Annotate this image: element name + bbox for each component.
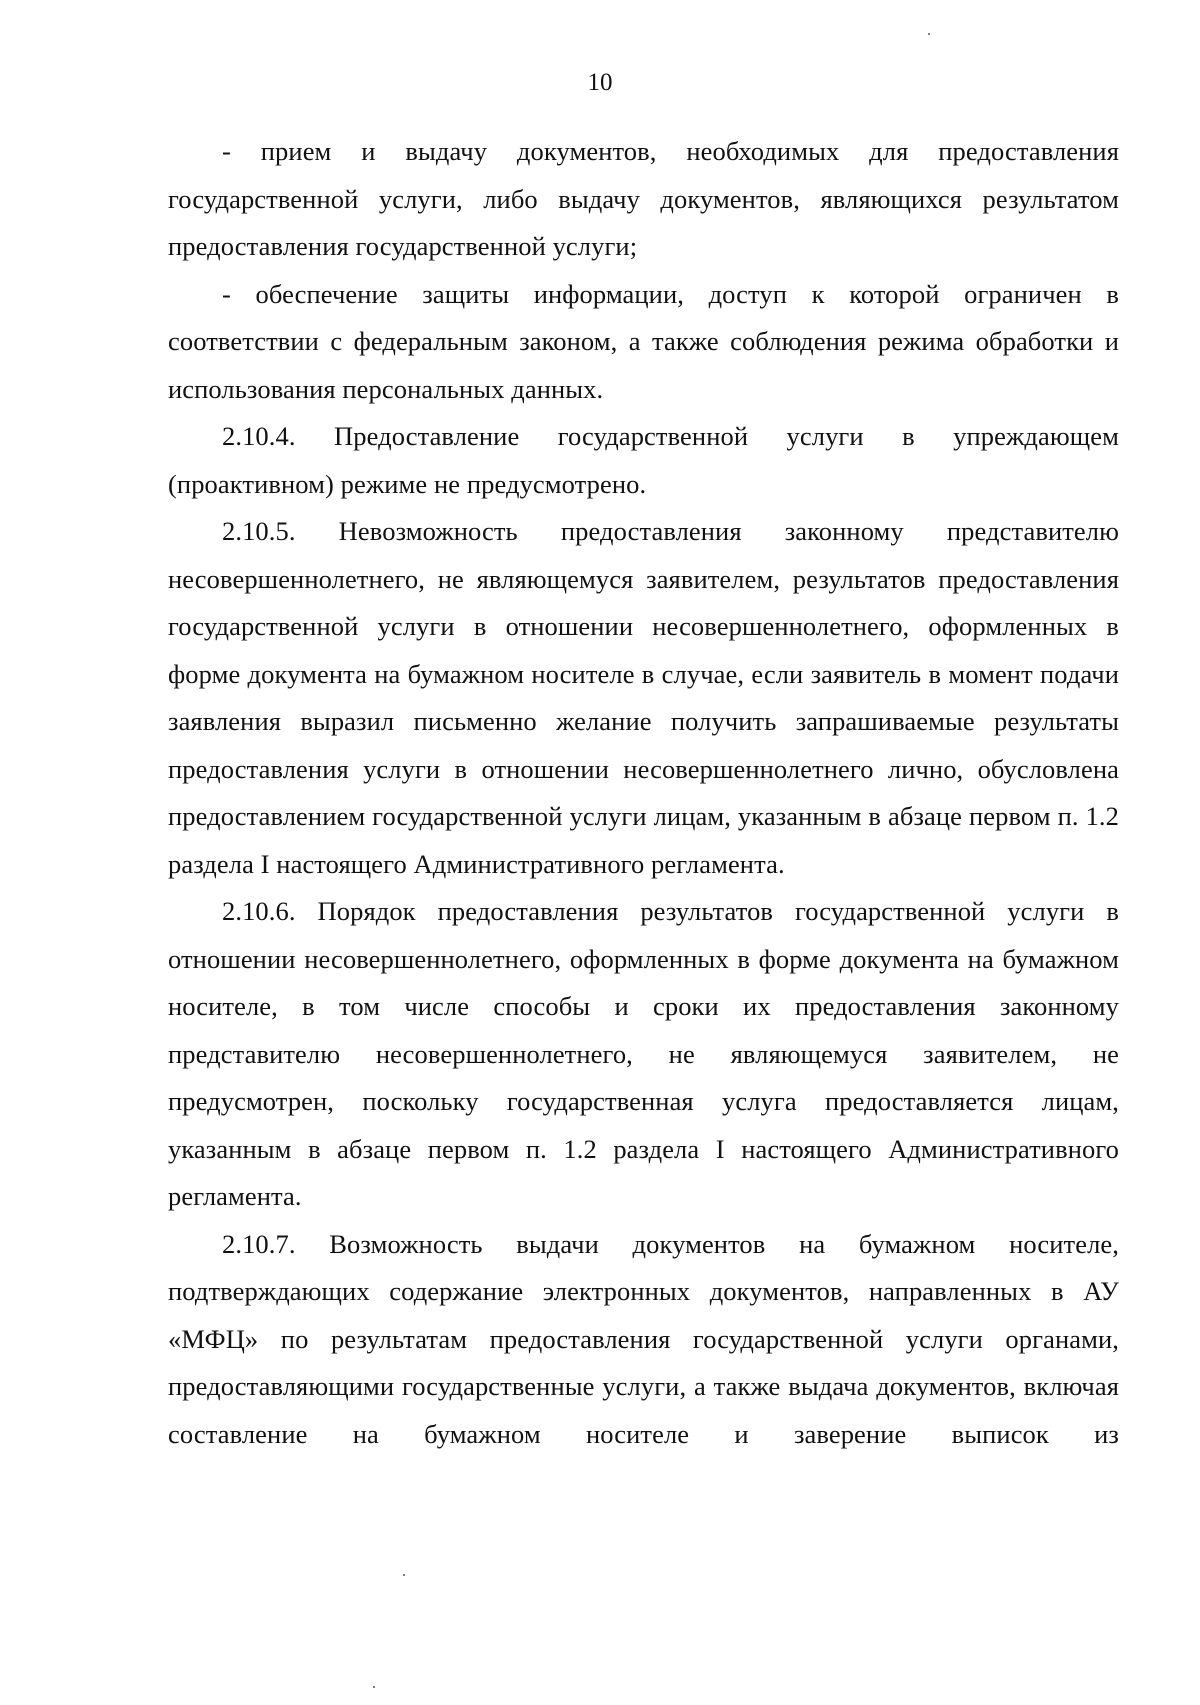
paragraph-2-10-4: 2.10.4. Предоставление государственной услуги в упреждающем (проактивном) режиме не предусмотрено. (168, 421, 1119, 499)
paragraph-document-issuance: - прием и выдачу документов, необходимых для предоставления государственной услуги, либо выдачу документов, являющихся результатом предоставления государственной услуги; (168, 136, 1119, 261)
page-number: 10 (587, 69, 613, 96)
paragraph-information-protection: - обеспечение защиты информации, доступ к которой ограничен в соответствии с федеральным законом, а также соблюдения режима обработки и использования персональных данных. (168, 278, 1119, 404)
document-body (168, 128, 1119, 1458)
scan-speck (373, 1686, 375, 1688)
paragraph-2-10-7: 2.10.7. Возможность выдачи документов на бумажном носителе, подтверждающих содержание электронных документов, направленных в АУ «МФЦ» по результатам предоставления государственной услуги органами, предоставляющими государственные услуги, а также выдача документов, включая составление на бумажном носителе и заверение выписок из (168, 1228, 1119, 1449)
scan-speck (928, 33, 930, 35)
paragraph-2-10-5: 2.10.5. Невозможность предоставления законному представителю несовершеннолетнего, не являющемуся заявителем, результатов предоставления государственной услуги в отношении несовершеннолетнего, оформленных в форме документа на бумажном носителе в случае, если заявитель в момент подачи заявления выразил письменно желание получить запрашиваемые результаты предоставления услуги в отношении несовершеннолетнего лично, обусловлена предоставлением государственной услуги лицам, указанным в абзаце первом п. 1.2 раздела I настоящего Административного регламента. (168, 516, 1119, 879)
paragraph-2-10-6: 2.10.6. Порядок предоставления результатов государственной услуги в отношении несовершеннолетнего, оформленных в форме документа на бумажном носителе, в том числе способы и сроки их предоставления законному представителю несовершеннолетнего, не являющемуся заявителем, не предусмотрен, поскольку государственная услуга предоставляется лицам, указанным в абзаце первом п. 1.2 раздела I настоящего Административного регламента. (168, 896, 1119, 1211)
scan-speck (403, 1574, 405, 1576)
